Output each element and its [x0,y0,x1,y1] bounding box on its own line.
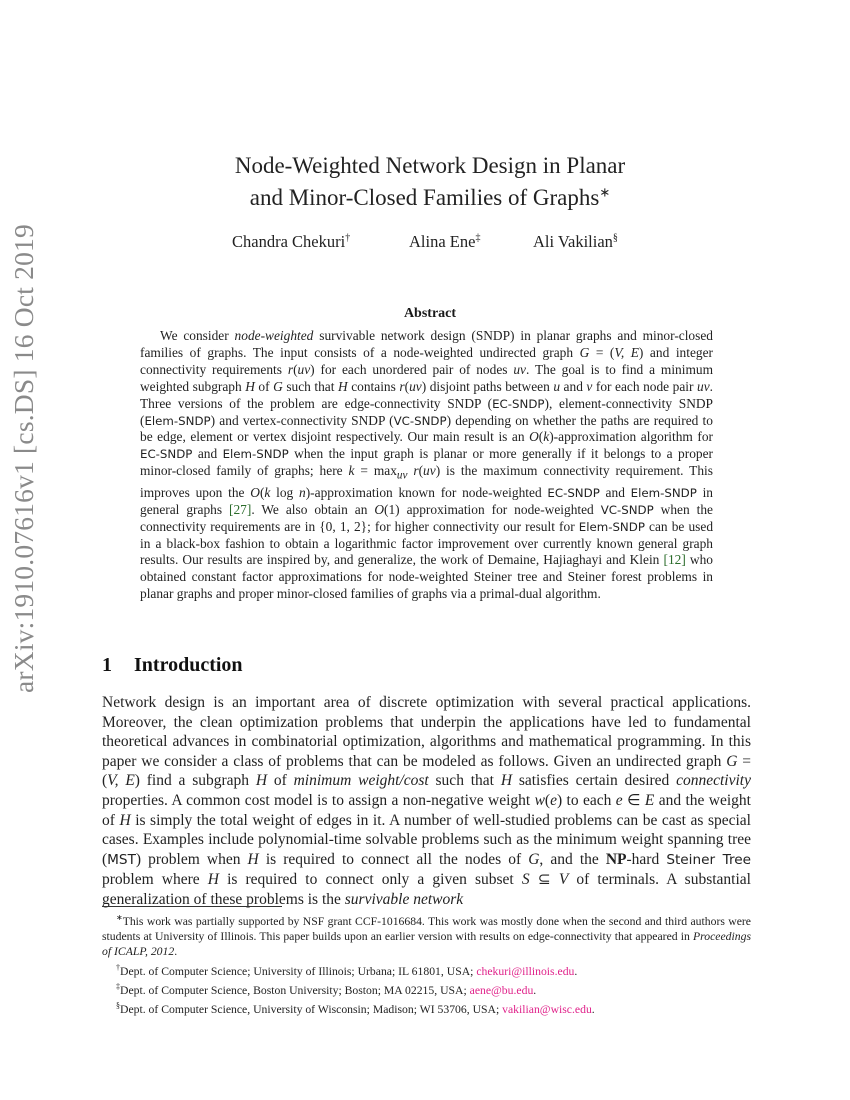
email-link-ene[interactable]: aene@bu.edu [469,983,534,997]
title-line-2 [150,182,710,214]
abstract-text: We consider node-weighted survivable network design (SNDP) in planar graphs and minor-closed families of graphs. The input consists of a node-weighted undirected graph G = (V, E) and integer connectivity requirements r(uv) for each unordered pair of nodes uv. The goal is to find a minimum weighted subgraph H of G such that H contains r(uv) disjoint paths between u and v for each node pair uv. Three versions of the problem are edge-connectivity SNDP (EC-SNDP), element-connectivity SNDP (Elem-SNDP) and vertex-connectivity SNDP (VC-SNDP) depending on whether the paths are required to be edge, element or vertex disjoint respectively. Our main result is an O(k)-approximation algorithm for EC-SNDP and Elem-SNDP when the input graph is planar or more generally if it belongs to a proper minor-closed family of graphs; here $k = \max_{uv} r(uv)$ is the maximum connectivity requirement. This improves upon the O(k log n)-approximation known for node-weighted EC-SNDP and Elem-SNDP in general graphs [27]. We also obtain an O(1) approximation for node-weighted VC-SNDP when the connectivity requirements are in {0, 1, 2}; for higher connectivity our result for Elem-SNDP can be used in a black-box fashion to obtain a logarithmic factor improvement over currently known general graph results. Our results are inspired by, and generalize, the work of Demaine, Hajiaghayi and Klein [12] who obtained constant factor approximations for node-weighted Steiner tree and Steiner forest problems in planar graphs and proper minor-closed families of graphs via a primal-dual algorithm. [140,328,714,602]
email-link-vakilian[interactable]: vakilian@wisc.edu [502,1003,592,1017]
abstract-heading: Abstract [403,306,457,321]
title-line-1: Node-Weighted Network Design in Planar [234,153,626,178]
author-footnote-mark[interactable]: § [612,232,618,244]
footnote-vakilian-affiliation: §Dept. of Computer Science, University of Wisconsin; Madison; WI 53706, USA; vakilian@wisc.edu. [116,1001,595,1017]
author-ene [409,232,480,252]
author-name: Chandra Chekuri [232,232,346,251]
title-line-2-text: and Minor-Closed Families of Graphs [249,185,600,210]
section-number: 1 [102,654,112,676]
citation-link-12[interactable]: [12] [663,552,686,568]
citation-link-27[interactable]: [27] [229,501,252,517]
author-name: Ali Vakilian [533,232,613,251]
footnote-funding: ∗This work was partially supported by NSF grant CCF-1016684. This work was mostly done when the second and third authors were students at University of Illinois. This paper builds upon an earlier version with results on edge-connectivity that appeared in Proceedings of ICALP, 2012. [102,913,751,959]
author-footnote-mark[interactable]: † [345,232,351,244]
author-name: Alina Ene [409,232,476,251]
footnote-divider [102,906,282,907]
author-footnote-mark[interactable]: ‡ [475,232,481,244]
title-footnote-mark[interactable]: ∗ [599,184,611,200]
introduction-paragraph: Network design is an important area of discrete optimization with several practical applications. Moreover, the clean optimization problems that underpin the applications have led to fundamental theoretical advances in combinatorial optimization, algorithms and mathematical programming. In this paper we consider a class of problems that can be modeled as follows. Given an undirected graph G = (V, E) find a subgraph H of minimum weight/cost such that H satisfies certain desired connectivity properties. A common cost model is to assign a non-negative weight w(e) to each e ∈ E and the weight of H is simply the total weight of edges in it. A number of well-studied problems can be cast as special cases. Examples include polynomial-time solvable problems such as the minimum weight spanning tree (MST) problem when H is required to connect all the nodes of G, and the NP-hard Steiner Tree problem where H is required to connect only a given subset S ⊆ V of terminals. A substantial generalization of these problems is the survivable network [102,694,752,908]
section-title: Introduction [134,654,243,676]
footnote-ene-affiliation: ‡Dept. of Computer Science, Boston University; Boston; MA 02215, USA; aene@bu.edu. [116,981,537,997]
email-link-chekuri[interactable]: chekuri@illinois.edu [476,964,575,978]
author-list [150,232,710,256]
arxiv-identifier-stamp: arXiv:1910.07616v1 [cs.DS] 16 Oct 2019 [8,224,39,693]
author-vakilian [533,232,618,252]
author-chekuri [232,232,350,252]
footnote-chekuri-affiliation: †Dept. of Computer Science; University of Illinois; Urbana; IL 61801, USA; chekuri@illinois.edu. [116,962,578,978]
paper-title [150,150,710,214]
section-heading-introduction [102,654,502,680]
footnotes [102,910,751,1017]
